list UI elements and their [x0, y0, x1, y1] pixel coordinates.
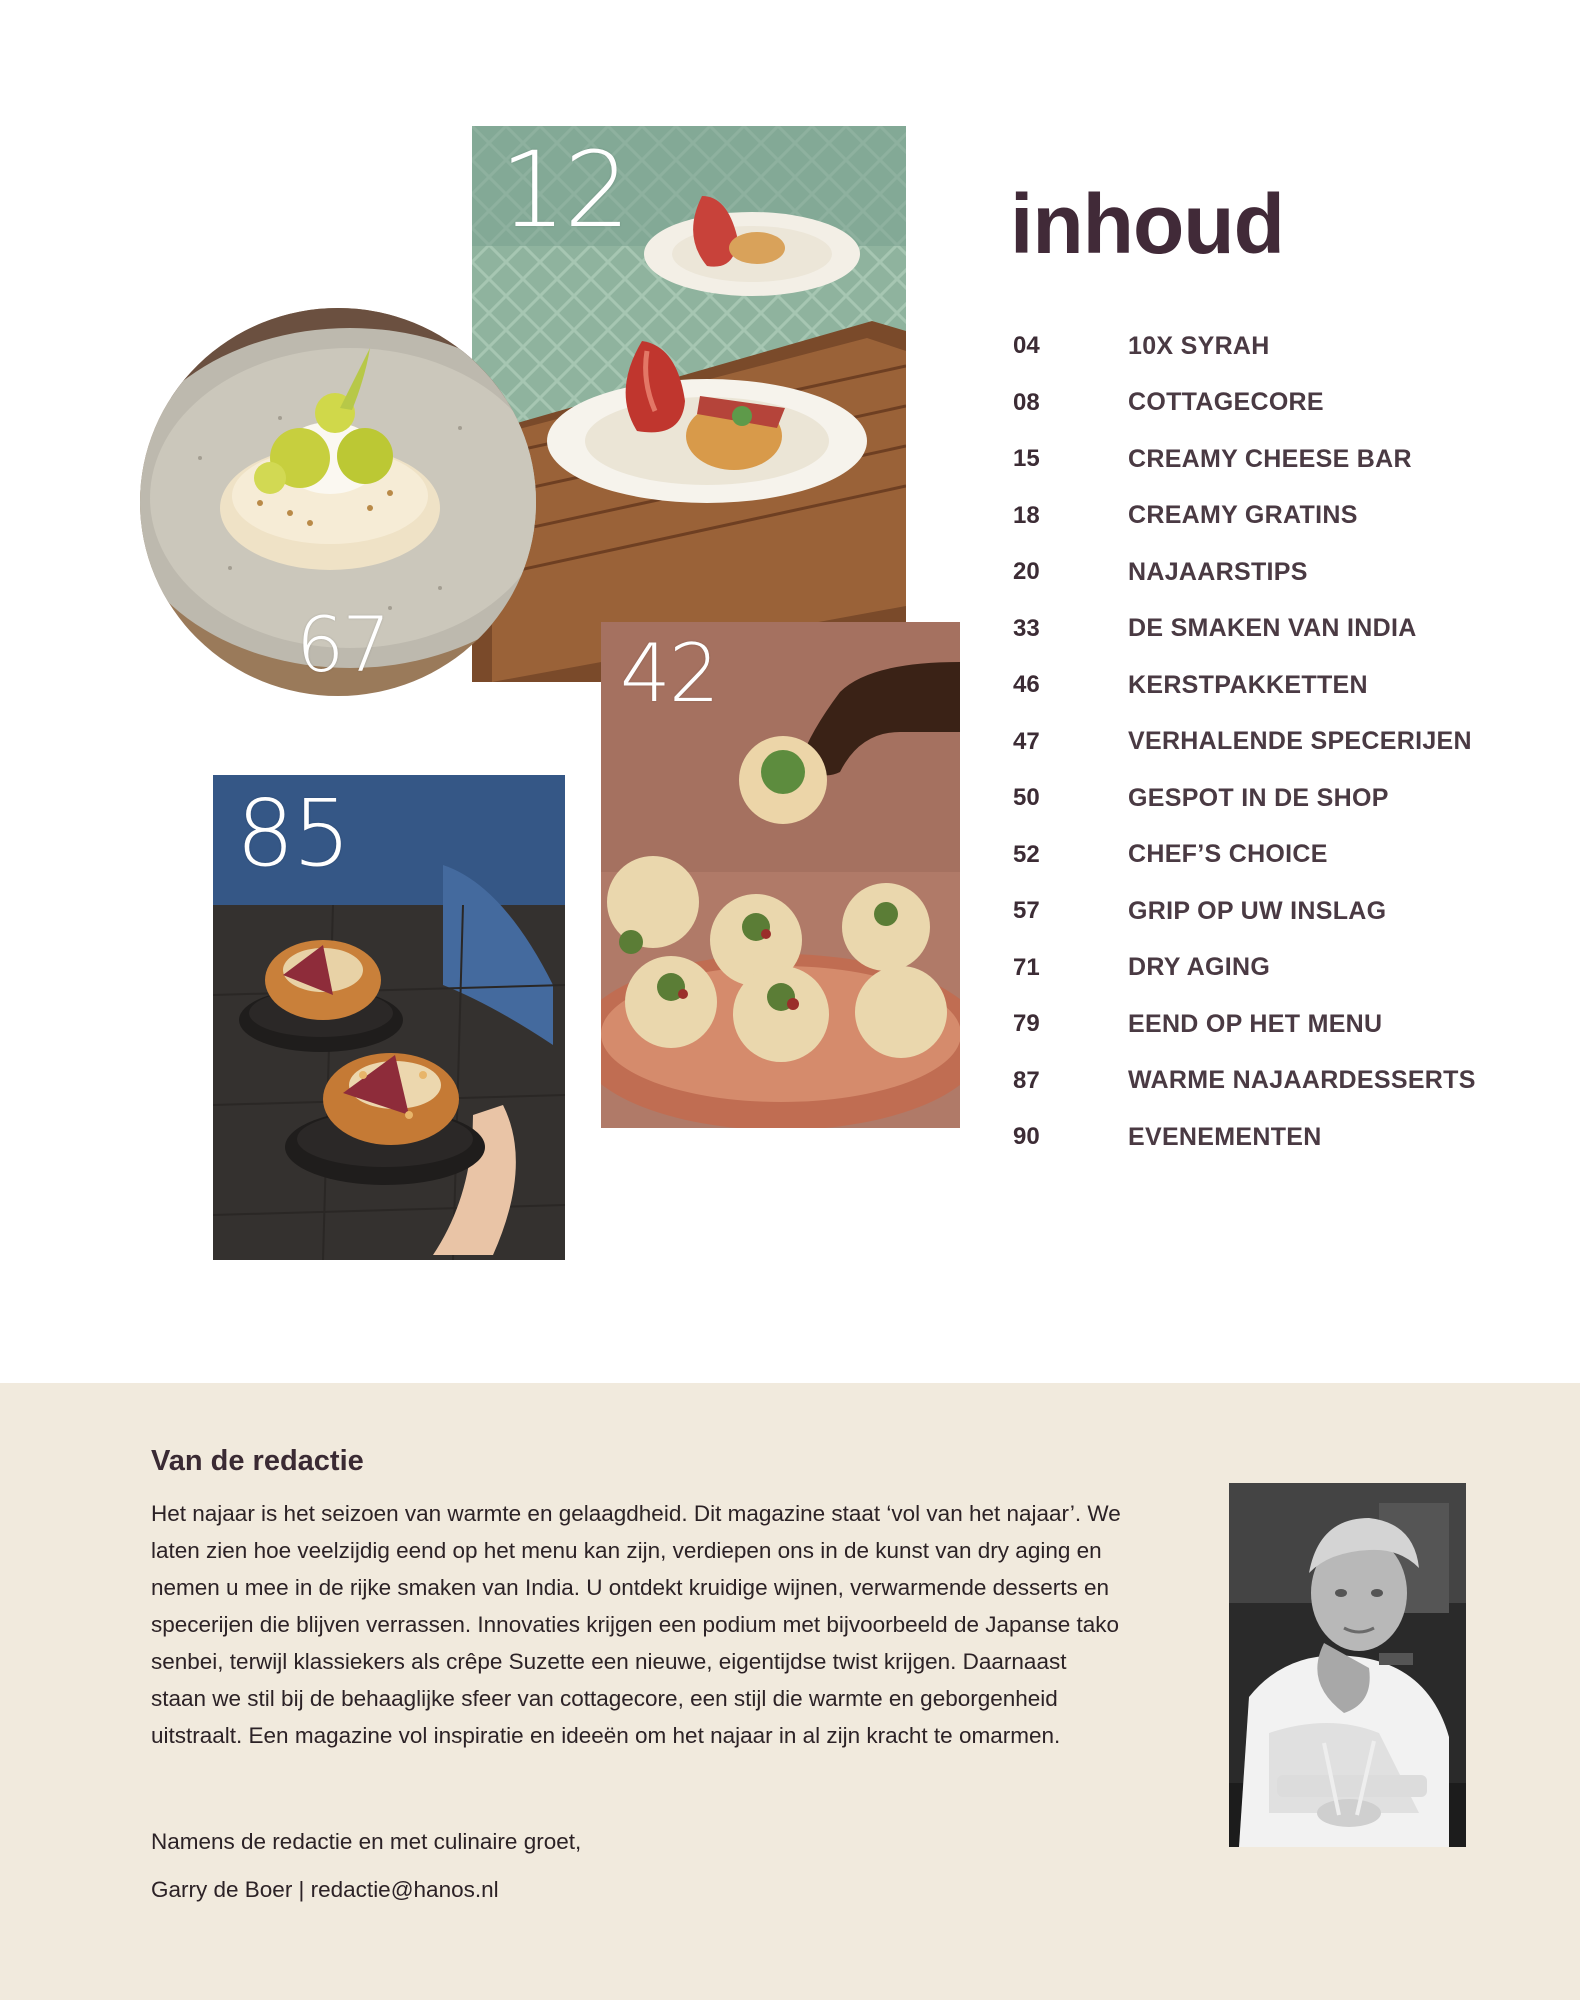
toc-page-number: 79 [1013, 1010, 1040, 1038]
toc-item-label: CREAMY CHEESE BAR [1128, 444, 1412, 473]
editorial-greeting: Namens de redactie en met culinaire groet, [151, 1829, 582, 1854]
page-number-85: 85 [236, 780, 350, 887]
toc-item-label: DRY AGING [1128, 953, 1271, 982]
toc-item-label: CREAMY GRATINS [1128, 501, 1358, 530]
toc-item-label: DE SMAKEN VAN INDIA [1128, 614, 1417, 643]
toc-page-number: 52 [1013, 840, 1040, 868]
toc-item-label: WARME NAJAARDESSERTS [1128, 1066, 1476, 1095]
toc-page-number: 33 [1013, 614, 1040, 642]
editorial-title: Van de redactie [151, 1445, 364, 1477]
toc-page-number: 57 [1013, 897, 1040, 925]
toc-item[interactable] [1013, 375, 1476, 432]
page-number-42: 42 [620, 627, 718, 720]
page-number-67: 67 [296, 600, 389, 689]
toc-item[interactable] [1013, 601, 1476, 658]
toc-item-label: NAJAARSTIPS [1128, 557, 1308, 586]
toc-item[interactable] [1013, 431, 1476, 488]
toc-item[interactable] [1013, 1053, 1476, 1110]
editorial-body: Het najaar is het seizoen van warmte en gelaagdheid. Dit magazine staat ‘vol van het najaar’. We laten zien hoe veelzijdig eend op het menu kan zijn, verdiepen ons in de kunst van dry aging en nemen u mee in de rijke smaken van India. U ontdekt kruidige wijnen, verwarmende desserts en specerijen die blijven verrassen. Innovaties krijgen een podium met bijvoorbeeld de Japanse tako senbei, terwijl klassiekers als crêpe Suzette een nieuwe, eigentijdse twist krijgen. Daarnaast staan we stil bij de behaaglijke sfeer van cottagecore, een stijl die warmte en geborgenheid uitstraalt. Een magazine vol inspiratie en ideeën om het najaar in al zijn kracht te omarmen. [151, 1501, 1121, 1748]
toc-item-label: EVENEMENTEN [1128, 1122, 1322, 1151]
toc-title: inhoud [1010, 177, 1284, 271]
toc-page-number: 08 [1013, 388, 1040, 416]
toc-item[interactable] [1013, 657, 1476, 714]
toc-list [1013, 318, 1476, 1166]
toc-page-number: 18 [1013, 501, 1040, 529]
editorial-signature: Garry de Boer | redactie@hanos.nl [151, 1877, 499, 1902]
toc-item[interactable] [1013, 827, 1476, 884]
toc-page-number: 87 [1013, 1066, 1040, 1094]
editorial-section [0, 1383, 1580, 2000]
toc-item[interactable] [1013, 996, 1476, 1053]
toc-page-number: 71 [1013, 953, 1040, 981]
toc-item[interactable] [1013, 544, 1476, 601]
toc-item-label: COTTAGECORE [1128, 388, 1324, 417]
toc-item-label: KERSTPAKKETTEN [1128, 670, 1368, 699]
toc-item-label: GRIP OP UW INSLAG [1128, 896, 1387, 925]
toc-item[interactable] [1013, 714, 1476, 771]
editor-portrait-photo [1229, 1483, 1466, 1847]
toc-page-number: 90 [1013, 1123, 1040, 1151]
toc-page-number: 20 [1013, 558, 1040, 586]
toc-item[interactable] [1013, 770, 1476, 827]
toc-item-label: CHEF’S CHOICE [1128, 840, 1328, 869]
toc-page-number: 04 [1013, 332, 1040, 360]
toc-item-label: EEND OP HET MENU [1128, 1009, 1383, 1038]
toc-page-number: 50 [1013, 784, 1040, 812]
toc-page-number: 15 [1013, 445, 1040, 473]
toc-page-number: 47 [1013, 727, 1040, 755]
toc-item[interactable] [1013, 883, 1476, 940]
toc-item[interactable] [1013, 940, 1476, 997]
toc-page-number: 46 [1013, 671, 1040, 699]
page-number-12: 12 [500, 129, 629, 251]
toc-item-label: 10X SYRAH [1128, 331, 1270, 360]
toc-item-label: GESPOT IN DE SHOP [1128, 783, 1389, 812]
toc-item[interactable] [1013, 488, 1476, 545]
toc-item[interactable] [1013, 1109, 1476, 1166]
toc-item-label: VERHALENDE SPECERIJEN [1128, 727, 1472, 756]
toc-item[interactable] [1013, 318, 1476, 375]
